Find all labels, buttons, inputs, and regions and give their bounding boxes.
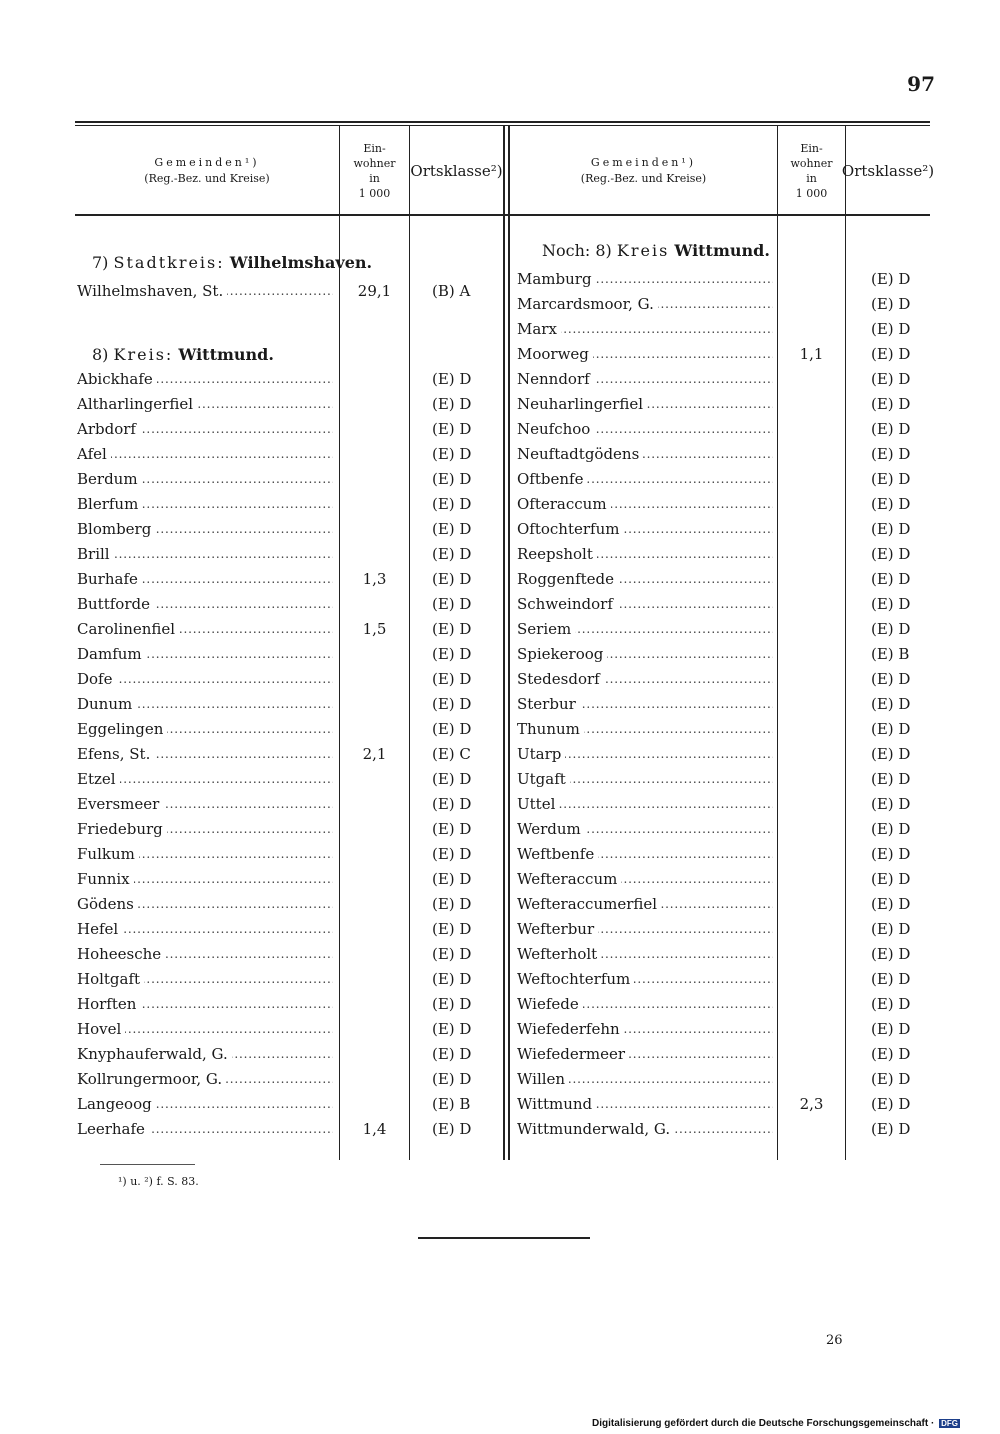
row-ortsklasse: (E) D: [871, 820, 911, 838]
table-row: [515, 717, 930, 742]
header-gemeinden-sub: (Reg.-Bez. und Kreise): [580, 172, 707, 185]
row-name: Wiefede . . .: [517, 992, 773, 1017]
header-einwohner-line: wohner: [790, 157, 833, 170]
row-einwohner: 2,3: [799, 1095, 824, 1113]
table-row: [75, 392, 503, 417]
table-row: [515, 267, 930, 292]
header-einwohner-right: [778, 128, 845, 214]
row-name: Wittmund . . .: [517, 1092, 773, 1117]
row-einwohner: 1,5: [362, 620, 387, 638]
end-rule: [418, 1237, 590, 1239]
row-ortsklasse: (E) D: [871, 520, 911, 538]
row-ortsklasse: (E) D: [432, 595, 472, 613]
table-row: [75, 717, 503, 742]
row-ortsklasse: (E) D: [871, 970, 911, 988]
row-name: Dofe . . .: [77, 667, 333, 692]
row-ortsklasse: (E) D: [871, 445, 911, 463]
row-name: Mamburg . . .: [517, 267, 773, 292]
row-ortsklasse: (E) D: [871, 745, 911, 763]
row-name: Weftochterfum . . .: [517, 967, 773, 992]
header-ortsklasse-left: [410, 128, 503, 214]
row-name: Abickhafe . . .: [77, 367, 333, 392]
row-name: Oftochterfum . . .: [517, 517, 773, 542]
row-ortsklasse: (E) D: [871, 995, 911, 1013]
table-row: [515, 342, 930, 367]
row-name: Nenndorf . . .: [517, 367, 773, 392]
row-name: Weftbenfe . . .: [517, 842, 773, 867]
row-ortsklasse: (E) D: [871, 420, 911, 438]
table-row: [75, 742, 503, 767]
row-ortsklasse: (E) D: [871, 1120, 911, 1138]
table-row: [515, 917, 930, 942]
table-row: [515, 967, 930, 992]
row-ortsklasse: (E) D: [432, 795, 472, 813]
row-name: Willen . . .: [517, 1067, 773, 1092]
table-row: [515, 417, 930, 442]
row-name: Funnix . . .: [77, 867, 333, 892]
header-einwohner-line: 1 000: [358, 187, 391, 200]
table-row: [75, 917, 503, 942]
row-name: Leerhafe . . .: [77, 1117, 333, 1142]
row-ortsklasse: (E) D: [871, 545, 911, 563]
row-name: Damfum . . .: [77, 642, 333, 667]
header-einwohner-line: Ein-: [363, 142, 386, 155]
row-ortsklasse: (E) D: [432, 1020, 472, 1038]
row-name: Wiefederfehn . . .: [517, 1017, 773, 1042]
row-ortsklasse: (E) D: [432, 970, 472, 988]
table-row: [515, 467, 930, 492]
table-row: [75, 617, 503, 642]
row-ortsklasse: (E) D: [871, 345, 911, 363]
row-name: Wefterbur . . .: [517, 917, 773, 942]
table-row: [75, 592, 503, 617]
digitization-credit: Digitalisierung gefördert durch die Deutsche Forschungsgemeinschaft · DFG: [592, 1418, 958, 1429]
row-ortsklasse: (E) D: [432, 720, 472, 738]
table-row: [75, 642, 503, 667]
table-row: [75, 767, 503, 792]
section-kind: Kreis: [616, 241, 670, 260]
header-gemeinden-left: [75, 128, 339, 214]
table-row: [75, 692, 503, 717]
row-name: Carolinenfiel . . .: [77, 617, 333, 642]
row-name: Kollrungermoor, G. . . .: [77, 1067, 333, 1092]
row-name: Schweindorf . . .: [517, 592, 773, 617]
header-einwohner-line: 1 000: [795, 187, 828, 200]
row-ortsklasse: (E) D: [432, 945, 472, 963]
row-einwohner: 2,1: [362, 745, 387, 763]
row-ortsklasse: (E) D: [432, 495, 472, 513]
row-name: Wefteraccum . . .: [517, 867, 773, 892]
row-name: Ofteraccum . . .: [517, 492, 773, 517]
section-heading-kreis: [92, 342, 274, 367]
table-row: [515, 1117, 930, 1142]
row-ortsklasse: (E) D: [432, 1120, 472, 1138]
row-name: Wilhelmshaven, St. . . .: [77, 279, 333, 304]
section-name: Wittmund.: [178, 345, 274, 364]
table-row: [75, 417, 503, 442]
row-ortsklasse: (E) D: [432, 445, 472, 463]
table-row: [515, 642, 930, 667]
table-row: [75, 517, 503, 542]
table-row: [515, 367, 930, 392]
row-name: Eversmeer . . .: [77, 792, 333, 817]
row-ortsklasse: (B) A: [432, 282, 471, 300]
row-ortsklasse: (E) D: [432, 395, 472, 413]
row-name: Utgaft . . .: [517, 767, 773, 792]
row-ortsklasse: (E) D: [871, 1045, 911, 1063]
section-prefix: 8): [92, 345, 114, 364]
table-row: [515, 1092, 930, 1117]
row-name: Werdum . . .: [517, 817, 773, 842]
row-name: Utarp . . .: [517, 742, 773, 767]
header-ortsklasse-label: Ortsklasse²): [410, 162, 503, 180]
table-row: [515, 592, 930, 617]
table-row: [75, 367, 503, 392]
row-ortsklasse: (E) D: [871, 370, 911, 388]
table-row: [75, 279, 503, 304]
row-ortsklasse: (E) D: [432, 645, 472, 663]
footnote: ¹) u. ²) f. S. 83.: [118, 1175, 199, 1188]
row-name: Marx . . .: [517, 317, 773, 342]
row-name: Blerfum . . .: [77, 492, 333, 517]
credit-text: Digitalisierung gefördert durch die Deutsche Forschungsgemeinschaft: [592, 1418, 929, 1429]
table-row: [515, 1067, 930, 1092]
section-prefix: 7): [92, 253, 114, 272]
table-row: [515, 992, 930, 1017]
row-name: Moorweg . . .: [517, 342, 773, 367]
row-ortsklasse: (E) D: [871, 620, 911, 638]
row-ortsklasse: (E) D: [432, 370, 472, 388]
row-name: Neuharlingerfiel . . .: [517, 392, 773, 417]
row-ortsklasse: (E) D: [432, 570, 472, 588]
row-ortsklasse: (E) D: [871, 470, 911, 488]
dfg-logo: DFG: [941, 1419, 958, 1428]
top-rule: [75, 121, 930, 123]
row-ortsklasse: (E) D: [871, 920, 911, 938]
row-ortsklasse: (E) D: [432, 670, 472, 688]
table-row: [515, 1017, 930, 1042]
row-einwohner: 29,1: [357, 282, 392, 300]
row-ortsklasse: (E) D: [871, 320, 911, 338]
table-row: [75, 1017, 503, 1042]
table-row: [75, 842, 503, 867]
row-ortsklasse: (E) B: [871, 645, 910, 663]
table-row: [75, 1067, 503, 1092]
row-ortsklasse: (E) D: [871, 270, 911, 288]
header-einwohner-left: [340, 128, 409, 214]
row-ortsklasse: (E) D: [432, 770, 472, 788]
center-double-rule: [503, 126, 505, 1160]
table-row: [515, 517, 930, 542]
row-ortsklasse: (E) D: [432, 895, 472, 913]
table-row: [515, 317, 930, 342]
row-name: Seriem . . .: [517, 617, 773, 642]
row-name: Buttforde . . .: [77, 592, 333, 617]
header-gemeinden-right: [510, 128, 777, 214]
section-kind: Kreis:: [113, 345, 174, 364]
row-ortsklasse: (E) D: [871, 870, 911, 888]
row-ortsklasse: (E) D: [871, 295, 911, 313]
table-row: [75, 992, 503, 1017]
table-row: [75, 1092, 503, 1117]
header-einwohner-line: in: [806, 172, 817, 185]
row-ortsklasse: (E) C: [432, 745, 471, 763]
row-name: Gödens . . .: [77, 892, 333, 917]
table-row: [515, 842, 930, 867]
row-ortsklasse: (E) B: [432, 1095, 471, 1113]
table-row: [75, 817, 503, 842]
table-row: [75, 1042, 503, 1067]
table-row: [75, 467, 503, 492]
row-ortsklasse: (E) D: [432, 995, 472, 1013]
row-name: Eggelingen . . .: [77, 717, 333, 742]
table-row: [515, 867, 930, 892]
header-einwohner-line: Ein-: [800, 142, 823, 155]
table-row: [515, 692, 930, 717]
row-name: Stedesdorf . . .: [517, 667, 773, 692]
sheet-number: 26: [826, 1333, 843, 1348]
row-ortsklasse: (E) D: [432, 620, 472, 638]
row-einwohner: 1,1: [799, 345, 824, 363]
table-row: [515, 292, 930, 317]
row-ortsklasse: (E) D: [871, 670, 911, 688]
row-name: Oftbenfe . . .: [517, 467, 773, 492]
row-ortsklasse: (E) D: [432, 695, 472, 713]
table-row: [75, 792, 503, 817]
row-ortsklasse: (E) D: [432, 420, 472, 438]
row-ortsklasse: (E) D: [871, 720, 911, 738]
row-name: Reepsholt . . .: [517, 542, 773, 567]
header-ortsklasse-label: Ortsklasse²): [841, 162, 935, 180]
footnote-rule: [100, 1164, 195, 1165]
header-ortsklasse-right: [841, 128, 935, 214]
table-row: [75, 867, 503, 892]
row-name: Hefel . . .: [77, 917, 333, 942]
table-row: [515, 767, 930, 792]
section-name: Wittmund.: [674, 241, 770, 260]
row-ortsklasse: (E) D: [871, 845, 911, 863]
row-ortsklasse: (E) D: [871, 595, 911, 613]
row-name: Altharlingerfiel . . .: [77, 392, 333, 417]
row-ortsklasse: (E) D: [871, 1070, 911, 1088]
header-gemeinden-label: Gemeinden¹): [154, 156, 260, 169]
row-name: Horften . . .: [77, 992, 333, 1017]
row-name: Langeoog . . .: [77, 1092, 333, 1117]
table-row: [515, 617, 930, 642]
row-ortsklasse: (E) D: [871, 1020, 911, 1038]
table-row: [515, 567, 930, 592]
row-name: Uttel . . .: [517, 792, 773, 817]
header-einwohner-line: wohner: [353, 157, 396, 170]
table-row: [515, 942, 930, 967]
table-row: [75, 542, 503, 567]
row-ortsklasse: (E) D: [432, 545, 472, 563]
table-row: [515, 442, 930, 467]
row-ortsklasse: (E) D: [871, 495, 911, 513]
row-ortsklasse: (E) D: [432, 845, 472, 863]
row-name: Afel . . .: [77, 442, 333, 467]
table-row: [515, 542, 930, 567]
row-ortsklasse: (E) D: [432, 1045, 472, 1063]
row-name: Burhafe . . .: [77, 567, 333, 592]
row-ortsklasse: (E) D: [871, 770, 911, 788]
section-heading-stadtkreis: [92, 250, 372, 275]
table-row: [75, 1117, 503, 1142]
table-row: [75, 667, 503, 692]
row-name: Wiefedermeer . . .: [517, 1042, 773, 1067]
section-heading-noch: [542, 238, 770, 263]
row-name: Etzel . . .: [77, 767, 333, 792]
row-name: Dunum . . .: [77, 692, 333, 717]
row-ortsklasse: (E) D: [432, 920, 472, 938]
row-name: Sterbur . . .: [517, 692, 773, 717]
row-name: Fulkum . . .: [77, 842, 333, 867]
row-name: Friedeburg . . .: [77, 817, 333, 842]
row-name: Blomberg . . .: [77, 517, 333, 542]
row-ortsklasse: (E) D: [871, 695, 911, 713]
row-name: Neufchoo . . .: [517, 417, 773, 442]
page-number: 97: [907, 72, 935, 96]
row-name: Brill . . .: [77, 542, 333, 567]
table-row: [515, 392, 930, 417]
table-row: [515, 742, 930, 767]
row-einwohner: 1,3: [362, 570, 387, 588]
row-name: Wefteraccumerfiel . . .: [517, 892, 773, 917]
section-kind: Stadtkreis:: [113, 253, 225, 272]
row-name: Roggenftede . . .: [517, 567, 773, 592]
table-row: [75, 967, 503, 992]
row-ortsklasse: (E) D: [432, 820, 472, 838]
table-row: [515, 667, 930, 692]
table-row: [515, 817, 930, 842]
table-row: [515, 1042, 930, 1067]
row-name: Knyphauferwald, G. . . .: [77, 1042, 333, 1067]
row-name: Berdum . . .: [77, 467, 333, 492]
header-gemeinden-sub: (Reg.-Bez. und Kreise): [144, 172, 270, 185]
table-row: [75, 442, 503, 467]
center-double-rule: [508, 126, 510, 1160]
row-ortsklasse: (E) D: [432, 520, 472, 538]
row-ortsklasse: (E) D: [871, 1095, 911, 1113]
row-name: Holtgaft . . .: [77, 967, 333, 992]
row-ortsklasse: (E) D: [432, 470, 472, 488]
row-name: Wittmunderwald, G. . . .: [517, 1117, 773, 1142]
row-name: Neuftadtgödens . . .: [517, 442, 773, 467]
table-row: [515, 492, 930, 517]
table-row: [515, 892, 930, 917]
header-einwohner-line: in: [369, 172, 380, 185]
row-einwohner: 1,4: [362, 1120, 387, 1138]
row-name: Efens, St. . . .: [77, 742, 333, 767]
table-row: [515, 792, 930, 817]
row-name: Spiekeroog . . .: [517, 642, 773, 667]
row-ortsklasse: (E) D: [871, 395, 911, 413]
section-name: Wilhelmshaven.: [229, 253, 373, 272]
section-prefix: Noch: 8): [542, 241, 617, 260]
row-name: Hovel . . .: [77, 1017, 333, 1042]
row-name: Hoheesche . . .: [77, 942, 333, 967]
table-row: [75, 892, 503, 917]
table-row: [75, 567, 503, 592]
row-ortsklasse: (E) D: [871, 895, 911, 913]
row-ortsklasse: (E) D: [432, 870, 472, 888]
row-name: Marcardsmoor, G. . . .: [517, 292, 773, 317]
row-name: Wefterholt . . .: [517, 942, 773, 967]
row-name: Thunum . . .: [517, 717, 773, 742]
table-row: [75, 942, 503, 967]
row-ortsklasse: (E) D: [871, 795, 911, 813]
row-ortsklasse: (E) D: [871, 570, 911, 588]
table-row: [75, 492, 503, 517]
row-ortsklasse: (E) D: [871, 945, 911, 963]
header-gemeinden-label: Gemeinden¹): [590, 156, 697, 169]
row-ortsklasse: (E) D: [432, 1070, 472, 1088]
row-name: Arbdorf . . .: [77, 417, 333, 442]
